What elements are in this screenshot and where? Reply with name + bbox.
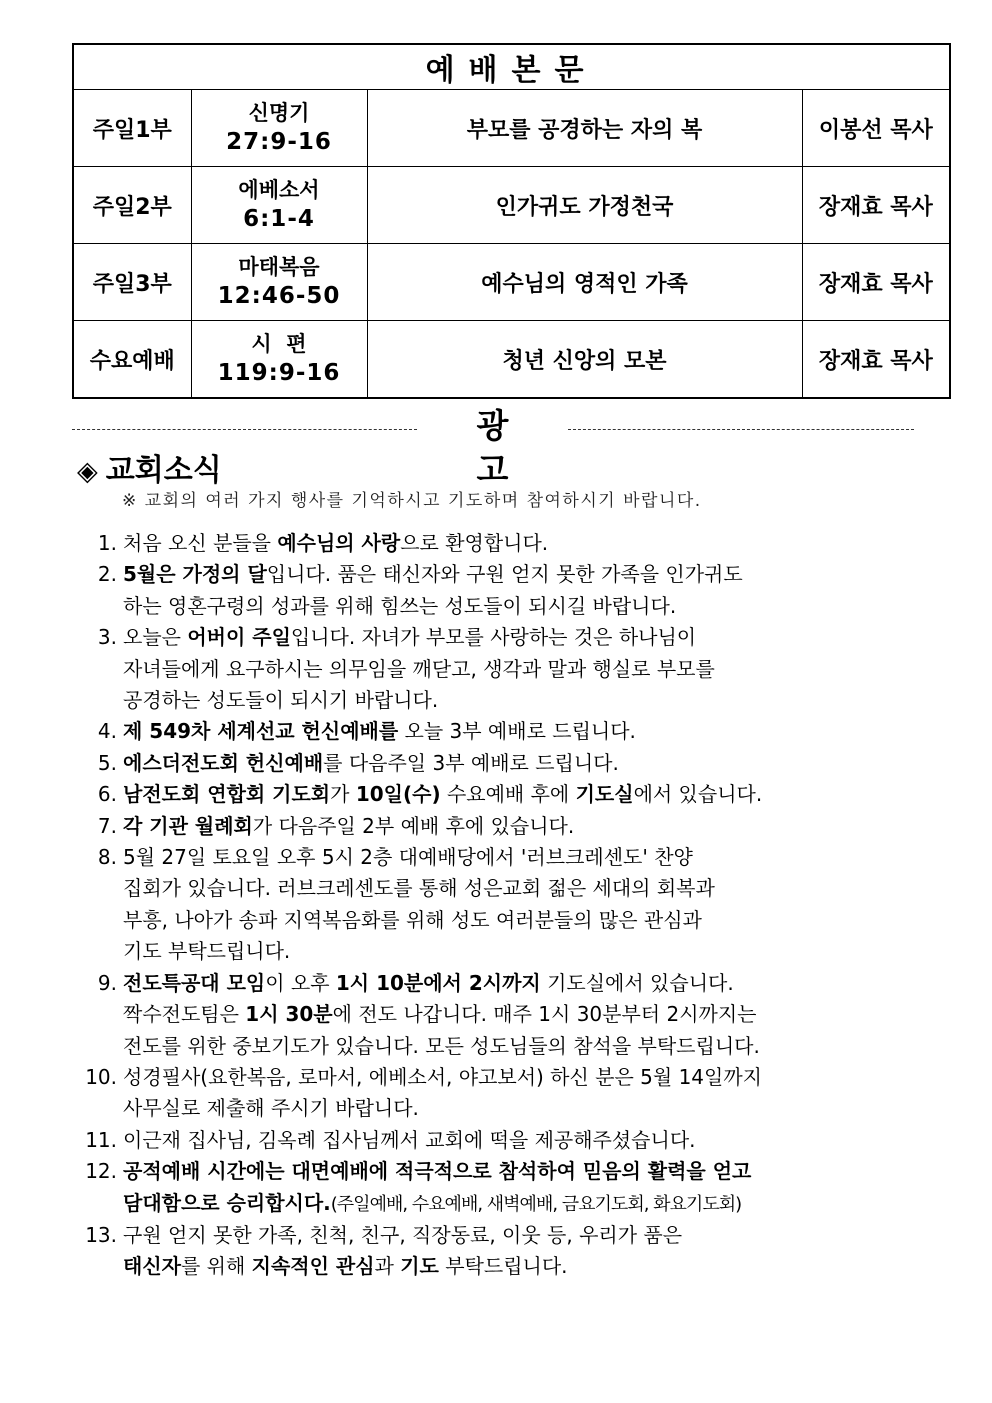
- notice-number: 11.: [85, 1127, 117, 1152]
- notice-text: 남전도회 연합회 기도회가 10일(수) 수요예배 후에 기도실에서 있습니다.: [123, 782, 763, 807]
- notice-emphasis: 10일(수): [355, 782, 441, 807]
- notice-emphasis: 기도실: [575, 782, 634, 807]
- notice-number: 10.: [85, 1064, 117, 1089]
- notice-emphasis: 1시 30분: [245, 1002, 333, 1027]
- notice-item: [76, 968, 856, 1062]
- notice-emphasis: 기도: [400, 1254, 439, 1279]
- notice-number: 5.: [97, 750, 117, 775]
- notice-item: [76, 1062, 856, 1125]
- notice-emphasis: 어버이 주일: [187, 625, 291, 650]
- ad-title: 광고: [476, 406, 551, 489]
- service-name: 주일3부: [73, 244, 191, 321]
- preacher: 장재효 목사: [802, 167, 950, 244]
- divider: [72, 429, 417, 430]
- notice-list: [76, 528, 856, 1283]
- service-name: 주일1부: [73, 90, 191, 167]
- notice-item: [76, 748, 856, 779]
- notice-item: [76, 559, 856, 622]
- preacher: 장재효 목사: [802, 244, 950, 321]
- worship-row: [73, 244, 950, 321]
- notice-text: 처음 오신 분들을 예수님의 사랑으로 환영합니다.: [123, 531, 549, 555]
- notice-item: [76, 811, 856, 842]
- notice-number: 1.: [97, 531, 117, 555]
- notice-text: 이근재 집사님, 김옥례 집사님께서 교회에 떡을 제공해주셨습니다.: [123, 1127, 696, 1152]
- notice-emphasis: 태신자: [123, 1254, 181, 1279]
- worship-row: [73, 167, 950, 244]
- notice-text: 제 549차 세계선교 헌신예배를 오늘 3부 예배로 드립니다.: [123, 719, 636, 744]
- worship-row: [73, 90, 950, 167]
- notice-text: 전도특공대 모임이 오후 1시 10분에서 2시까지 기도실에서 있습니다. 짝수전도팀은 1시 30분에 전도 나갑니다. 매주 1시 30분부터 2시까지는 전도를 위한 중보기도가 있습니다. 모든 성도님들의 참석을 부탁드립니다.: [123, 970, 760, 1058]
- sermon-title: 부모를 공경하는 자의 복: [367, 90, 802, 167]
- sermon-title: 예수님의 영적인 가족: [367, 244, 802, 321]
- scripture-ref: [191, 167, 367, 244]
- notice-number: 9.: [97, 970, 117, 995]
- notice-number: 2.: [97, 562, 117, 587]
- notice-item: [76, 779, 856, 810]
- notice-item: [76, 716, 856, 747]
- worship-table: [72, 43, 951, 399]
- scripture-ref: [191, 244, 367, 321]
- service-name: 수요예배: [73, 321, 191, 399]
- notice-number: 12.: [85, 1159, 117, 1184]
- notice-number: 3.: [97, 625, 117, 650]
- notice-emphasis: 남전도회 연합회 기도회: [123, 782, 331, 807]
- notice-text: 성경필사(요한복음, 로마서, 에베소서, 야고보서) 하신 분은 5월 14일까지 사무실로 제출해 주시기 바랍니다.: [123, 1064, 762, 1121]
- scripture-verse: 6:1-4: [243, 206, 315, 232]
- notice-parenthetical: (주일예배, 수요예배, 새벽예배, 금요기도회, 화요기도회): [330, 1193, 742, 1215]
- worship-row: [73, 321, 950, 399]
- notice-emphasis: 1시 10분에서 2시까지: [335, 970, 541, 995]
- scripture-book: 에베소서: [238, 178, 320, 202]
- scripture-ref: [191, 321, 367, 399]
- notice-item: [76, 1220, 856, 1283]
- notice-text: [123, 1159, 751, 1214]
- notice-number: 6.: [97, 782, 117, 807]
- scripture-verse: 119:9-16: [217, 360, 341, 386]
- notice-number: 7.: [97, 813, 117, 838]
- scripture-ref: [191, 90, 367, 167]
- notice-item: [76, 622, 856, 716]
- notice-number: 8.: [97, 845, 117, 870]
- notice-emphasis: 공적예배 시간에는 대면예배에 적극적으로 참석하여 믿음의 활력을 얻고 담대함으로 승리합시다.: [123, 1159, 752, 1215]
- scripture-book: 시 편: [251, 332, 307, 356]
- notice-item: [76, 842, 856, 968]
- worship-table-title: 예배본문: [73, 44, 950, 90]
- notice-emphasis: 전도특공대 모임: [123, 970, 266, 995]
- scripture-verse: 12:46-50: [217, 283, 341, 309]
- notice-text: 오늘은 어버이 주일입니다. 자녀가 부모를 사랑하는 것은 하나님이 자녀들에게 요구하시는 의무임을 깨닫고, 생각과 말과 행실로 부모를 공경하는 성도들이 되시기 바랍니다.: [123, 625, 715, 713]
- notice-emphasis: 에스더전도회 헌신예배: [123, 750, 324, 775]
- notice-emphasis: 각 기관 월례회: [123, 813, 253, 838]
- scripture-verse: 27:9-16: [226, 129, 332, 155]
- notice-emphasis: 5월은 가정의 달: [123, 562, 267, 587]
- diamond-bullet-icon: ◈: [77, 456, 98, 487]
- notice-item: [76, 528, 856, 559]
- service-name: 주일2부: [73, 167, 191, 244]
- section-title-text: 교회소식: [105, 453, 222, 488]
- sermon-title: 청년 신앙의 모본: [367, 321, 802, 399]
- notice-item: [76, 1125, 856, 1156]
- notice-number: 4.: [97, 719, 117, 744]
- notice-item: [76, 1156, 856, 1220]
- notice-emphasis: 제 549차 세계선교 헌신예배를: [123, 719, 399, 744]
- notice-emphasis: 예수님의 사랑: [277, 531, 401, 555]
- notice-emphasis: 지속적인 관심: [251, 1254, 375, 1279]
- notice-number: 13.: [85, 1222, 117, 1247]
- preacher: 이봉선 목사: [802, 90, 950, 167]
- divider: [568, 429, 914, 430]
- section-title: [77, 445, 222, 489]
- scripture-book: 마태복음: [238, 255, 320, 279]
- notice-text: 각 기관 월례회가 다음주일 2부 예배 후에 있습니다.: [123, 813, 575, 838]
- notice-text: 5월은 가정의 달입니다. 품은 태신자와 구원 얻지 못한 가족을 인가귀도 하는 영혼구령의 성과를 위해 힘쓰는 성도들이 되시길 바랍니다.: [123, 562, 743, 618]
- scripture-book: 신명기: [248, 101, 310, 125]
- notice-text: 5월 27일 토요일 오후 5시 2층 대예배당에서 '러브크레센도' 찬양 집회가 있습니다. 러브크레센도를 통해 성은교회 젊은 세대의 회복과 부흥, 나아가 송파 지역복음화를 위해 성도 여러분들의 많은 관심과 기도 부탁드립니다.: [123, 845, 715, 964]
- sermon-title: 인가귀도 가정천국: [367, 167, 802, 244]
- preacher: 장재효 목사: [802, 321, 950, 399]
- section-note: ※ 교회의 여러 가지 행사를 기억하시고 기도하며 참여하시기 바랍니다.: [122, 491, 702, 511]
- notice-text: 구원 얻지 못한 가족, 친척, 친구, 직장동료, 이웃 등, 우리가 품은 태신자를 위해 지속적인 관심과 기도 부탁드립니다.: [123, 1222, 683, 1279]
- notice-text: 에스더전도회 헌신예배를 다음주일 3부 예배로 드립니다.: [123, 750, 619, 775]
